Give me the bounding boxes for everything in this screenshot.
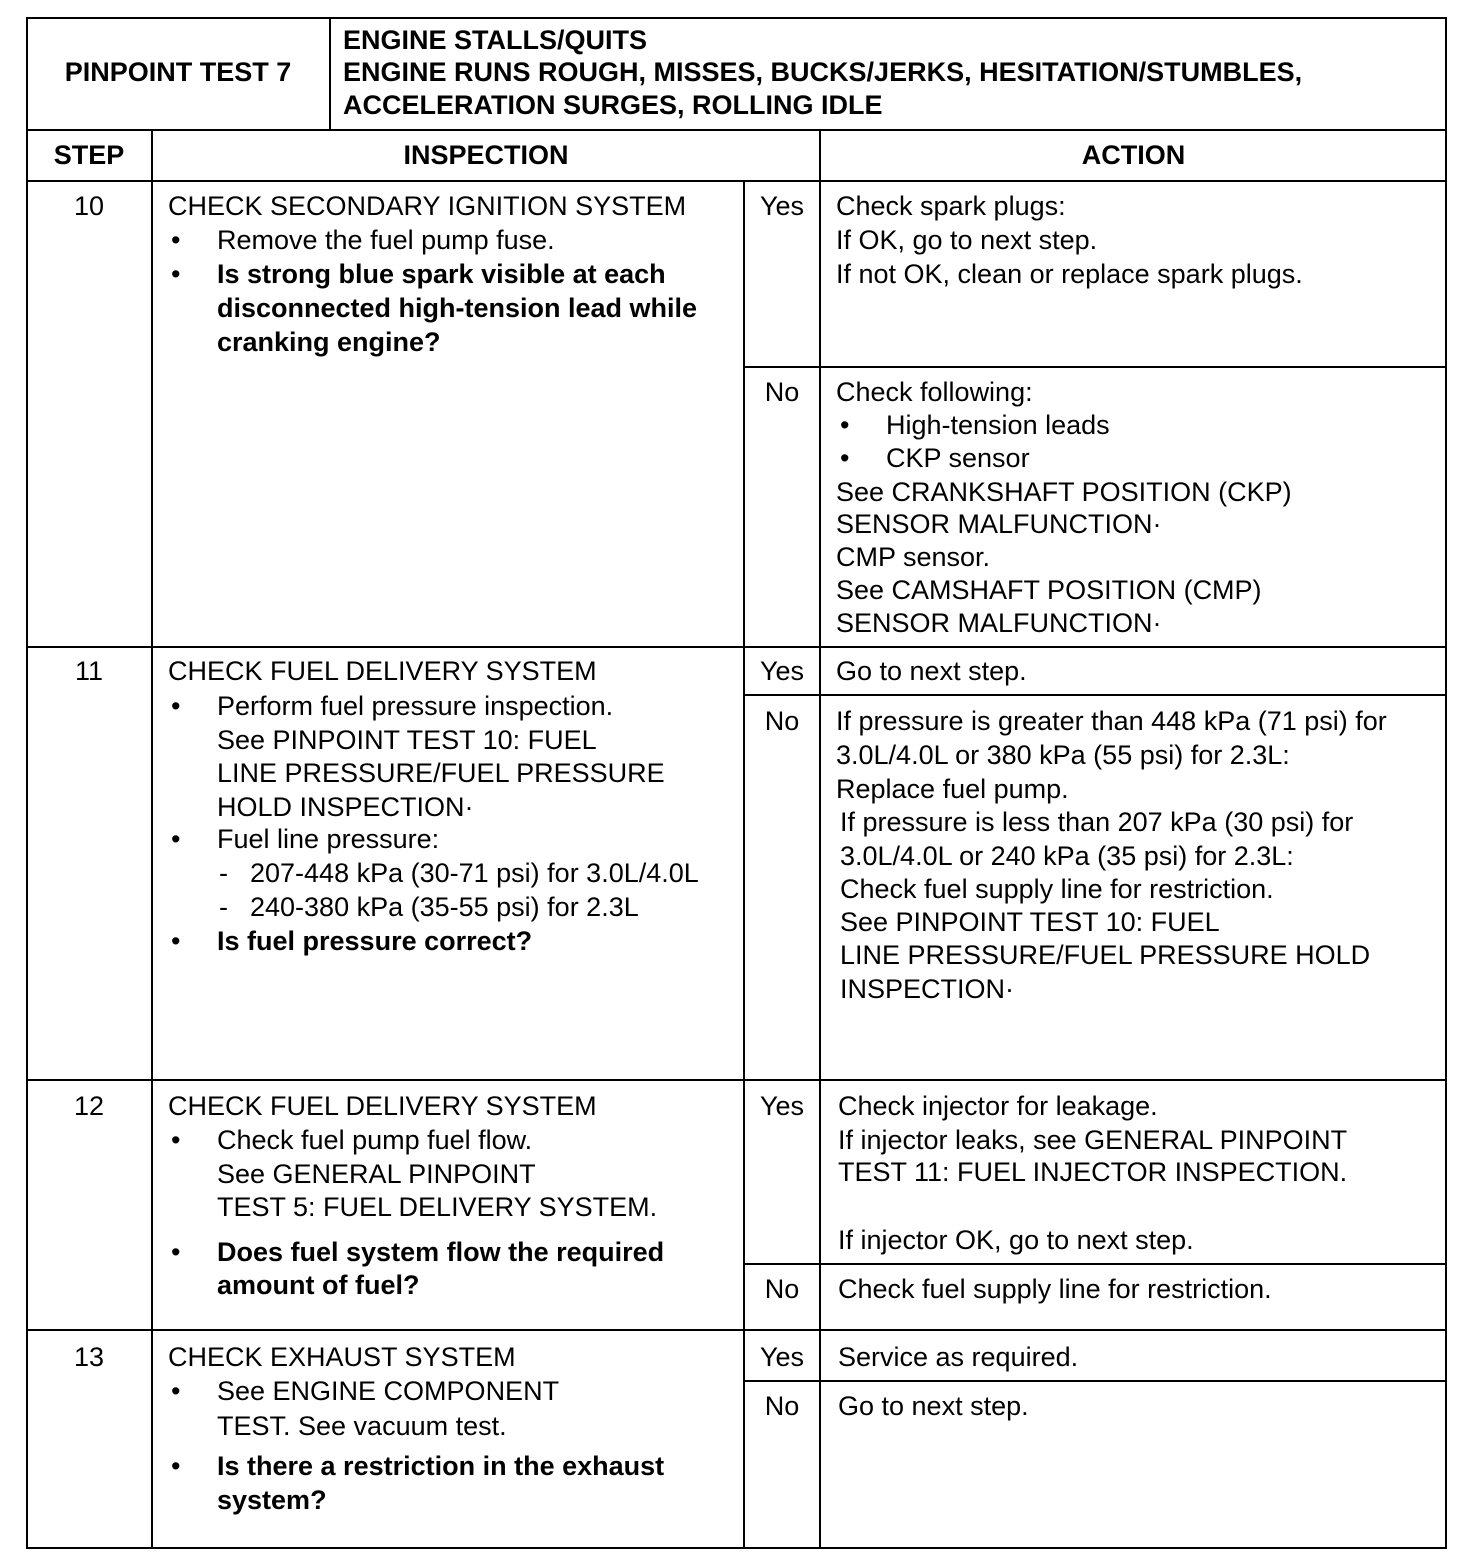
inspection-line: Perform fuel pressure inspection.: [217, 691, 614, 721]
inspection-line: See GENERAL PINPOINT: [217, 1159, 536, 1189]
answer-no-label: No: [764, 377, 800, 407]
bullet-marker: •: [171, 691, 181, 721]
action-line: SENSOR MALFUNCTION·: [836, 608, 1162, 638]
inspection-heading: CHECK FUEL DELIVERY SYSTEM: [168, 656, 597, 686]
action-line: If pressure is less than 207 kPa (30 psi) for: [840, 807, 1354, 837]
inspection-question: disconnected high-tension lead while: [217, 293, 698, 323]
bullet-marker: •: [171, 259, 181, 289]
bullet-marker: •: [171, 926, 181, 956]
column-header-inspection: INSPECTION: [403, 140, 569, 170]
action-line: If injector OK, go to next step.: [838, 1225, 1194, 1255]
action-line: 3.0L/4.0L or 380 kPa (55 psi) for 2.3L:: [836, 740, 1290, 770]
inspection-question: cranking engine?: [217, 327, 441, 357]
answer-yes-label: Yes: [759, 1342, 805, 1372]
row-divider: [26, 180, 1447, 182]
answer-no-label: No: [764, 706, 800, 736]
answer-divider: [744, 1380, 1447, 1382]
action-line: If pressure is greater than 448 kPa (71 psi) for: [836, 706, 1387, 736]
column-header-step: STEP: [53, 140, 125, 170]
action-line: If not OK, clean or replace spark plugs.: [836, 259, 1303, 289]
action-line: Go to next step.: [838, 1391, 1029, 1421]
dash-marker: -: [219, 892, 228, 922]
answer-divider: [744, 1263, 1447, 1265]
action-line: Check following:: [836, 377, 1033, 407]
column-divider: [819, 130, 821, 1549]
inspection-line: 240-380 kPa (35-55 psi) for 2.3L: [250, 892, 639, 922]
action-line: Replace fuel pump.: [836, 774, 1069, 804]
answer-no-label: No: [764, 1391, 800, 1421]
row-divider: [26, 1079, 1447, 1081]
action-line: Go to next step.: [836, 656, 1027, 686]
answer-yes-label: Yes: [759, 191, 805, 221]
action-line: LINE PRESSURE/FUEL PRESSURE HOLD: [840, 940, 1371, 970]
bullet-marker: •: [171, 824, 181, 854]
inspection-heading: CHECK SECONDARY IGNITION SYSTEM: [168, 191, 687, 221]
inspection-line: 207-448 kPa (30-71 psi) for 3.0L/4.0L: [250, 858, 699, 888]
bullet-marker: •: [840, 410, 850, 440]
bullet-marker: •: [171, 225, 181, 255]
column-header-action: ACTION: [1081, 140, 1186, 170]
step-number: 10: [73, 191, 105, 221]
bullet-marker: •: [171, 1125, 181, 1155]
title-line: ENGINE STALLS/QUITS: [343, 25, 648, 55]
dash-marker: -: [219, 858, 228, 888]
inspection-line: TEST 5: FUEL DELIVERY SYSTEM.: [217, 1192, 658, 1222]
bullet-marker: •: [171, 1451, 181, 1481]
inspection-line: See ENGINE COMPONENT: [217, 1376, 560, 1406]
action-line: Check spark plugs:: [836, 191, 1066, 221]
inspection-heading: CHECK EXHAUST SYSTEM: [168, 1342, 516, 1372]
step-number: 12: [73, 1091, 105, 1121]
inspection-line: Fuel line pressure:: [217, 824, 440, 854]
bullet-marker: •: [171, 1376, 181, 1406]
column-divider: [151, 130, 153, 1549]
inspection-question: amount of fuel?: [217, 1270, 420, 1300]
action-line: If injector leaks, see GENERAL PINPOINT: [838, 1125, 1348, 1155]
action-line: 3.0L/4.0L or 240 kPa (35 psi) for 2.3L:: [840, 841, 1294, 871]
action-line: See PINPOINT TEST 10: FUEL: [840, 907, 1220, 937]
inspection-question: Does fuel system flow the required: [217, 1237, 665, 1267]
action-line: If OK, go to next step.: [836, 225, 1098, 255]
action-line: Check fuel supply line for restriction.: [840, 874, 1274, 904]
inspection-line: Check fuel pump fuel flow.: [217, 1125, 533, 1155]
action-line: Check fuel supply line for restriction.: [838, 1274, 1272, 1304]
inspection-question: Is fuel pressure correct?: [217, 926, 533, 956]
action-line: High-tension leads: [886, 410, 1110, 440]
action-line: CMP sensor.: [836, 542, 991, 572]
inspection-heading: CHECK FUEL DELIVERY SYSTEM: [168, 1091, 597, 1121]
step-number: 11: [74, 656, 104, 686]
row-divider: [26, 129, 1447, 131]
test-label: PINPOINT TEST 7: [64, 57, 292, 87]
answer-yes-label: Yes: [759, 1091, 805, 1121]
inspection-line: Remove the fuel pump fuse.: [217, 225, 555, 255]
answer-no-label: No: [764, 1274, 800, 1304]
inspection-line: HOLD INSPECTION·: [217, 792, 474, 822]
bullet-marker: •: [171, 1237, 181, 1267]
inspection-question: Is there a restriction in the exhaust: [217, 1451, 665, 1481]
row-divider: [26, 646, 1447, 648]
answer-yes-label: Yes: [759, 656, 805, 686]
action-line: Check injector for leakage.: [838, 1091, 1158, 1121]
action-line: Service as required.: [838, 1342, 1079, 1372]
inspection-line: See PINPOINT TEST 10: FUEL: [217, 725, 597, 755]
action-line: CKP sensor: [886, 443, 1030, 473]
inspection-line: TEST. See vacuum test.: [217, 1411, 507, 1441]
bullet-marker: •: [840, 443, 850, 473]
step-number: 13: [73, 1342, 105, 1372]
inspection-question: system?: [217, 1485, 327, 1515]
answer-divider: [744, 366, 1447, 368]
title-line: ACCELERATION SURGES, ROLLING IDLE: [343, 90, 883, 120]
answer-divider: [744, 694, 1447, 696]
action-line: INSPECTION·: [840, 974, 1015, 1004]
title-line: ENGINE RUNS ROUGH, MISSES, BUCKS/JERKS, HESITATION/STUMBLES,: [343, 57, 1303, 87]
action-line: See CRANKSHAFT POSITION (CKP): [836, 477, 1292, 507]
inspection-line: LINE PRESSURE/FUEL PRESSURE: [217, 758, 665, 788]
row-divider: [26, 1329, 1447, 1331]
action-line: SENSOR MALFUNCTION·: [836, 509, 1162, 539]
action-line: See CAMSHAFT POSITION (CMP): [836, 575, 1262, 605]
action-line: TEST 11: FUEL INJECTOR INSPECTION.: [838, 1157, 1348, 1187]
inspection-question: Is strong blue spark visible at each: [217, 259, 666, 289]
